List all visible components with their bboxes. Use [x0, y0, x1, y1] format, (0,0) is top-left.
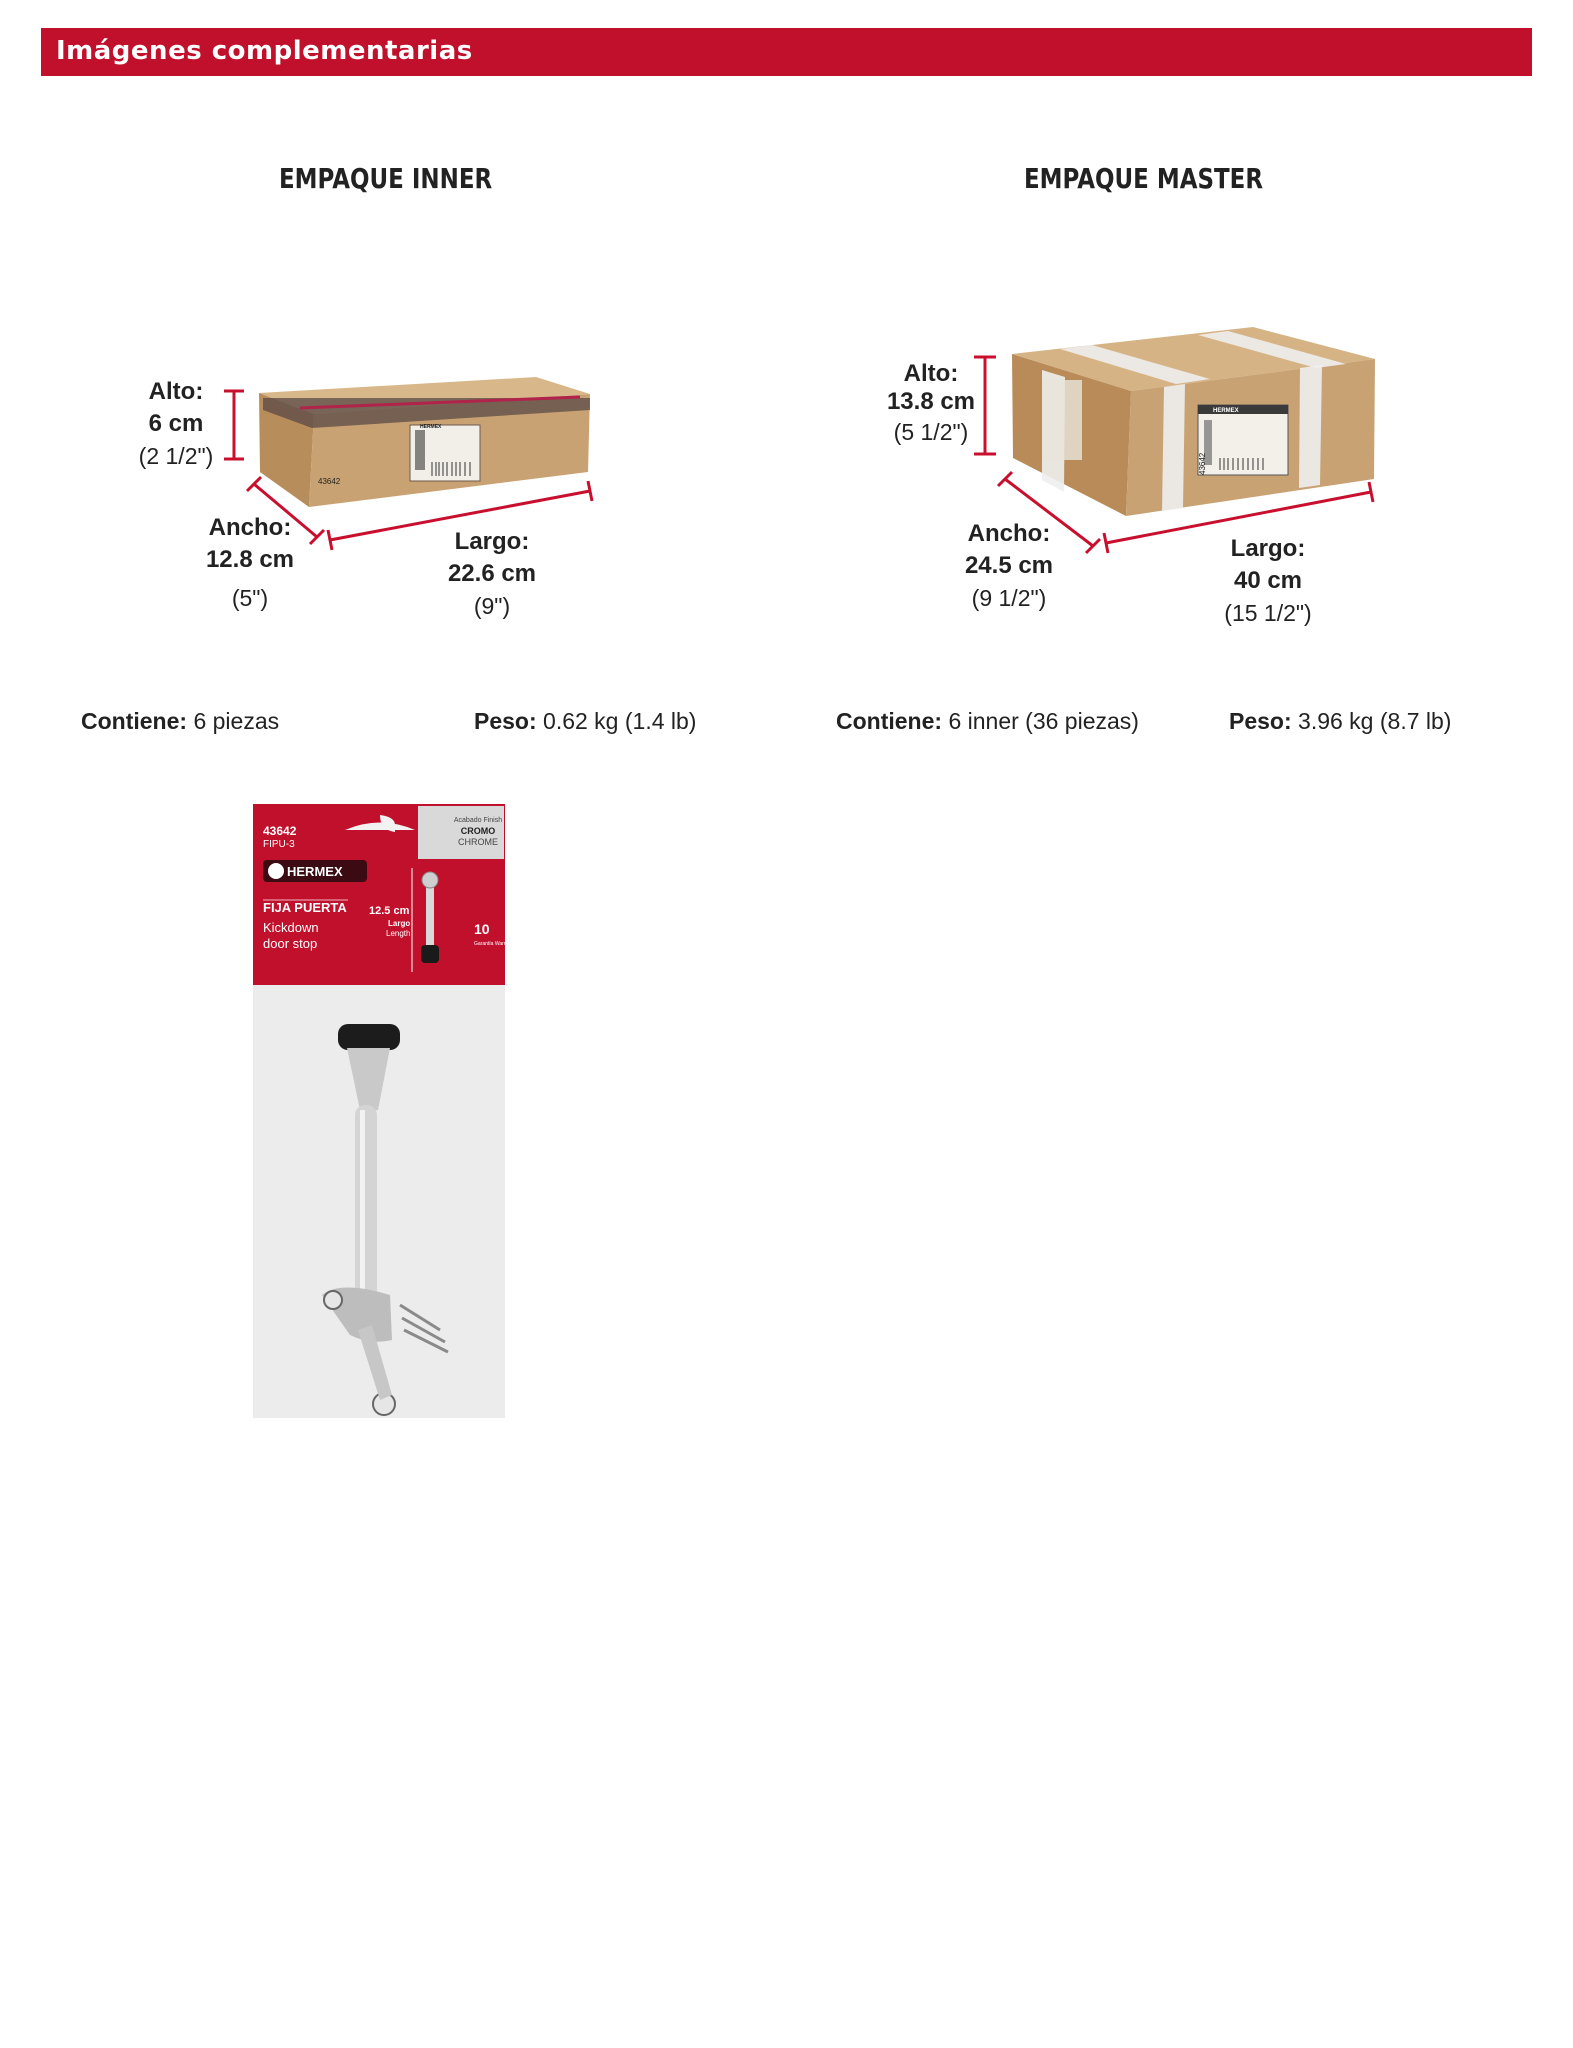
- master-box-image: [1012, 327, 1375, 516]
- inner-peso: [474, 708, 696, 735]
- master-alto-imperial: (5 1/2"): [893, 419, 969, 445]
- master-ancho-imperial: (9 1/2"): [971, 585, 1047, 611]
- warranty-label: Garantía Warranty: [474, 941, 515, 947]
- master-ancho: [950, 518, 1068, 614]
- inner-alto: [128, 376, 224, 472]
- warranty-years: 10: [474, 921, 490, 937]
- master-peso-value: 3.96 kg (8.7 lb): [1298, 708, 1452, 734]
- section-title: Imágenes complementarias: [56, 36, 473, 66]
- inner-ancho-label: Ancho:: [208, 514, 292, 541]
- product-code: 43642: [263, 824, 297, 838]
- inner-alto-metric: 6 cm: [148, 410, 204, 437]
- inner-heading: EMPAQUE INNER: [279, 162, 493, 195]
- size-label-en: Length: [386, 929, 411, 938]
- product-model: FIPU-3: [263, 839, 295, 850]
- master-box-code: 43642: [1198, 452, 1207, 475]
- product-package-image: [253, 804, 505, 1418]
- product-name-es: FIJA PUERTA: [263, 900, 347, 915]
- inner-peso-value: 0.62 kg (1.4 lb): [543, 708, 697, 734]
- inner-box-image: [259, 377, 590, 507]
- inner-largo: [432, 526, 552, 622]
- inner-contiene: [81, 708, 279, 735]
- inner-ancho-metric: 12.8 cm: [205, 546, 295, 573]
- master-ancho-metric: 24.5 cm: [964, 552, 1054, 579]
- master-largo: [1208, 533, 1328, 629]
- master-alto-label: Alto:: [903, 360, 959, 387]
- product-size: 12.5 cm: [369, 905, 410, 917]
- master-box-brand: HERMEX: [1213, 408, 1239, 414]
- inner-largo-label: Largo:: [454, 528, 530, 555]
- master-contiene-value: 6 inner (36 piezas): [948, 708, 1139, 734]
- master-largo-imperial: (15 1/2"): [1224, 600, 1312, 626]
- finish-es: CROMO: [460, 826, 496, 836]
- master-contiene: [836, 708, 1139, 735]
- inner-alto-imperial: (2 1/2"): [138, 443, 214, 469]
- master-largo-label: Largo:: [1230, 535, 1306, 562]
- inner-contiene-value: 6 piezas: [193, 708, 280, 734]
- inner-box-code: 43642: [318, 477, 341, 486]
- master-alto-metric: 13.8 cm: [886, 388, 976, 415]
- master-largo-metric: 40 cm: [1233, 567, 1303, 594]
- inner-box-brand: HERMEX: [420, 424, 442, 430]
- master-alto: [876, 360, 986, 448]
- finish-en: CHROME: [458, 837, 498, 847]
- master-ancho-label: Ancho:: [967, 520, 1051, 547]
- inner-largo-imperial: (9"): [473, 593, 511, 619]
- finish-label: Acabado Finish: [453, 817, 503, 824]
- product-name-en-2: door stop: [263, 936, 318, 951]
- inner-largo-metric: 22.6 cm: [447, 560, 537, 587]
- inner-ancho-imperial: (5"): [231, 585, 269, 611]
- master-contiene-label: Contiene:: [836, 708, 943, 734]
- master-peso-label: Peso:: [1229, 708, 1292, 734]
- inner-alto-label: Alto:: [148, 378, 204, 405]
- master-heading: EMPAQUE MASTER: [1024, 162, 1264, 195]
- inner-contiene-label: Contiene:: [81, 708, 188, 734]
- inner-ancho: [200, 512, 300, 614]
- size-label-es: Largo: [388, 919, 411, 928]
- master-peso: [1229, 708, 1451, 735]
- inner-peso-label: Peso:: [474, 708, 537, 734]
- product-name-en-1: Kickdown: [263, 920, 319, 935]
- package-brand: HERMEX: [287, 864, 343, 879]
